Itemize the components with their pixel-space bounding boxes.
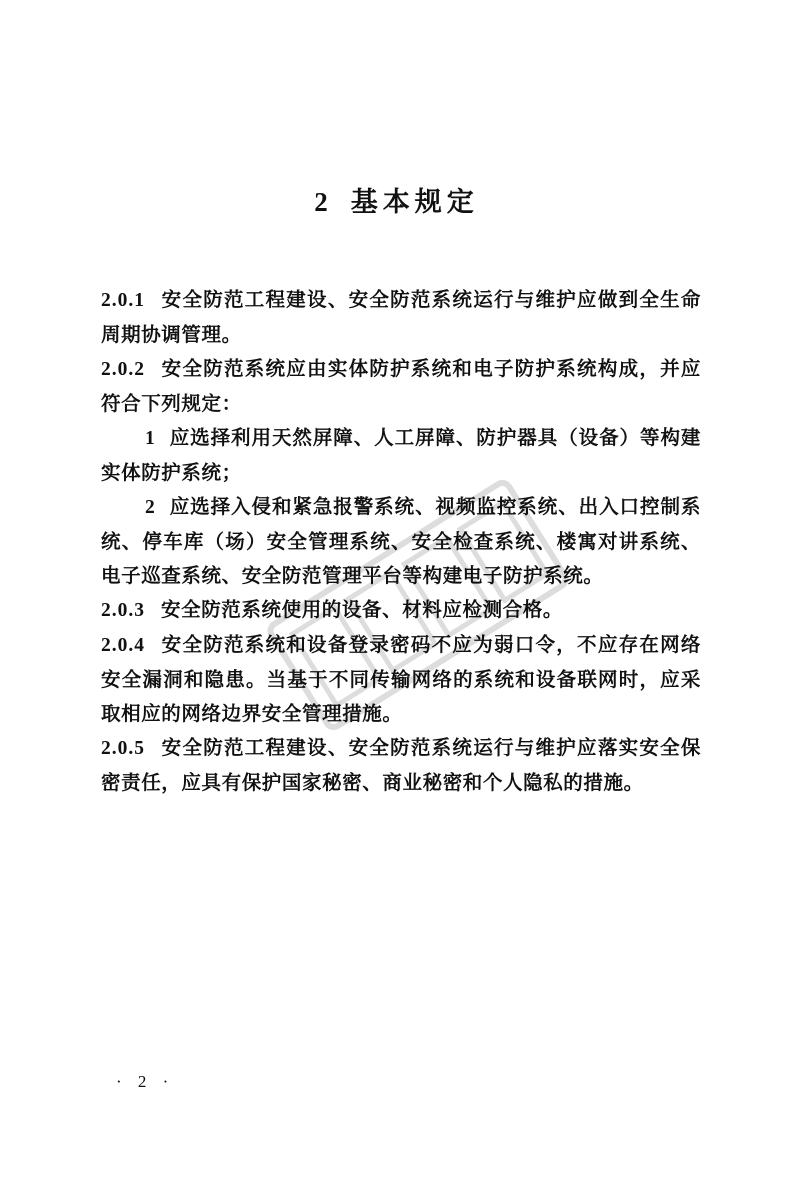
clause-number: 2.0.2 bbox=[101, 359, 145, 380]
clause-text: 安全防范工程建设、安全防范系统运行与维护应落实安全保密责任，应具有保护国家秘密、商业秘密和个人隐私的措施。 bbox=[101, 736, 701, 794]
clause-2-0-2-item-1 bbox=[101, 421, 701, 490]
clause-text: 安全防范工程建设、安全防范系统运行与维护应做到全生命周期协调管理。 bbox=[101, 288, 701, 346]
clause-number: 2.0.1 bbox=[101, 290, 145, 311]
clause-2-0-2 bbox=[101, 352, 701, 421]
clause-2-0-3 bbox=[101, 593, 701, 628]
clause-number: 2.0.3 bbox=[101, 600, 145, 621]
chapter-title bbox=[0, 180, 793, 219]
item-number: 2 bbox=[145, 497, 156, 518]
clause-2-0-4 bbox=[101, 628, 701, 731]
clause-text: 安全防范系统使用的设备、材料应检测合格。 bbox=[161, 598, 564, 621]
clause-text: 安全防范系统应由实体防护系统和电子防护系统构成，并应符合下列规定： bbox=[101, 357, 701, 415]
chapter-title-text: 基本规定 bbox=[350, 187, 479, 218]
clause-2-0-5 bbox=[101, 731, 701, 800]
clause-number: 2.0.4 bbox=[101, 635, 145, 656]
item-number: 1 bbox=[145, 428, 156, 449]
clause-text: 安全防范系统和设备登录密码不应为弱口令，不应存在网络安全漏洞和隐患。当基于不同传输网络的系统和设备联网时，应采取相应的网络边界安全管理措施。 bbox=[101, 633, 701, 725]
clause-list bbox=[101, 283, 701, 800]
clause-number: 2.0.5 bbox=[101, 738, 145, 759]
clause-2-0-1 bbox=[101, 283, 701, 352]
item-text: 应选择入侵和紧急报警系统、视频监控系统、出入口控制系统、停车库（场）安全管理系统、安全检查系统、楼寓对讲系统、电子巡查系统、安全防范管理平台等构建电子防护系统。 bbox=[101, 495, 701, 587]
item-text: 应选择利用天然屏障、人工屏障、防护器具（设备）等构建实体防护系统； bbox=[101, 426, 701, 484]
clause-2-0-2-item-2 bbox=[101, 490, 701, 593]
chapter-number: 2 bbox=[314, 187, 333, 217]
page-number: · 2 · bbox=[116, 1072, 175, 1091]
